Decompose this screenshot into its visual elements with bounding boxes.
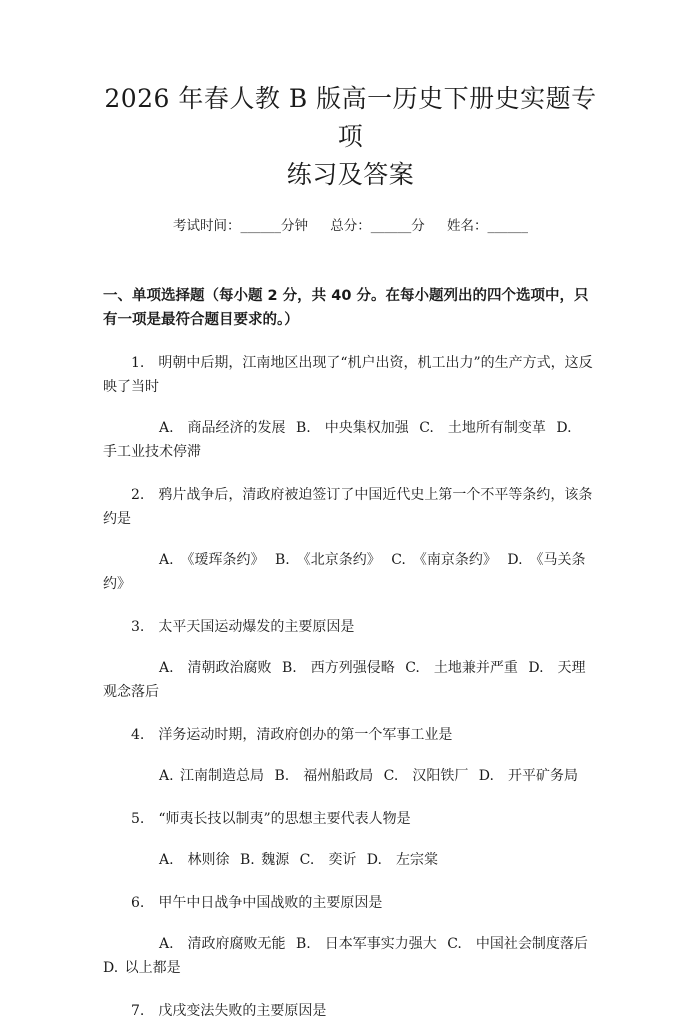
question-number: 2.	[131, 487, 145, 503]
question-stem: 甲午中日战争中国战败的主要原因是	[158, 895, 383, 911]
option-b: B. 日本军事实力强大	[296, 936, 437, 952]
question-1-options	[103, 416, 598, 464]
option-d: D. 左宗棠	[366, 852, 438, 868]
question-2	[103, 483, 598, 531]
document-title	[103, 80, 598, 194]
question-stem: 明朝中后期，江南地区出现了“机户出资，机工出力”的生产方式，这反映了当时	[103, 355, 593, 395]
question-5	[103, 807, 598, 831]
question-4-options	[103, 764, 598, 788]
question-number: 1.	[131, 355, 145, 371]
question-stem: 洋务运动时期，清政府创办的第一个军事工业是	[158, 727, 453, 743]
question-6	[103, 891, 598, 915]
question-stem: 戊戌变法失败的主要原因是	[158, 1003, 327, 1019]
option-d: D. 天理观念落后	[103, 660, 586, 700]
option-a: A. 《瑷珲条约》	[159, 552, 265, 568]
student-name-field: 姓名：______	[447, 218, 529, 234]
option-b: B. 中央集权加强	[296, 420, 409, 436]
option-a: A. 清政府腐败无能	[159, 936, 286, 952]
total-score-field: 总分：______分	[330, 218, 425, 234]
question-1	[103, 351, 598, 399]
question-6-options	[103, 932, 598, 980]
question-3	[103, 615, 598, 639]
question-number: 7.	[131, 1003, 145, 1019]
option-d: D. 开平矿务局	[478, 768, 578, 784]
question-number: 6.	[131, 895, 145, 911]
option-b: B. 魏源	[240, 852, 290, 868]
question-2-options	[103, 548, 598, 596]
question-stem: 太平天国运动爆发的主要原因是	[158, 619, 355, 635]
option-c: C. 中国社会制度落后	[447, 936, 588, 952]
option-d: D. 手工业技术停滞	[103, 420, 586, 460]
exam-info	[103, 216, 598, 236]
exam-time-field: 考试时间：______分钟	[172, 218, 308, 234]
option-c: C. 汉阳铁厂	[383, 768, 469, 784]
option-c: C. 土地兼并严重	[405, 660, 518, 676]
option-a: A. 江南制造总局	[159, 768, 265, 784]
option-a: A. 林则徐	[159, 852, 230, 868]
option-a: A. 清朝政治腐败	[159, 660, 272, 676]
option-b: B. 西方列强侵略	[282, 660, 395, 676]
question-number: 3.	[131, 619, 145, 635]
option-c: C. 土地所有制变革	[419, 420, 546, 436]
option-c: C. 奕䜣	[299, 852, 357, 868]
question-5-options	[103, 848, 598, 872]
question-stem: “师夷长技以制夷”的思想主要代表人物是	[158, 811, 411, 827]
question-4	[103, 723, 598, 747]
question-number: 5.	[131, 811, 145, 827]
question-stem: 鸦片战争后，清政府被迫签订了中国近代史上第一个不平等条约，该条约是	[103, 487, 593, 527]
option-b: B. 福州船政局	[274, 768, 374, 784]
question-3-options	[103, 656, 598, 704]
option-d: D. 《马关条约》	[103, 552, 586, 592]
question-7	[103, 999, 598, 1023]
section-title: 一、单项选择题（每小题 2 分，共 40 分。在每小题列出的四个选项中，只有一项是最符合题目要求的。）	[103, 288, 589, 328]
title-line-2: 练习及答案	[286, 160, 415, 189]
option-c: C. 《南京条约》	[391, 552, 497, 568]
option-a: A. 商品经济的发展	[159, 420, 286, 436]
option-d: D. 以上都是	[103, 960, 181, 976]
option-b: B. 《北京条约》	[275, 552, 381, 568]
question-number: 4.	[131, 727, 145, 743]
title-line-1: 2026 年春人教 B 版高一历史下册史实题专项	[104, 84, 597, 151]
